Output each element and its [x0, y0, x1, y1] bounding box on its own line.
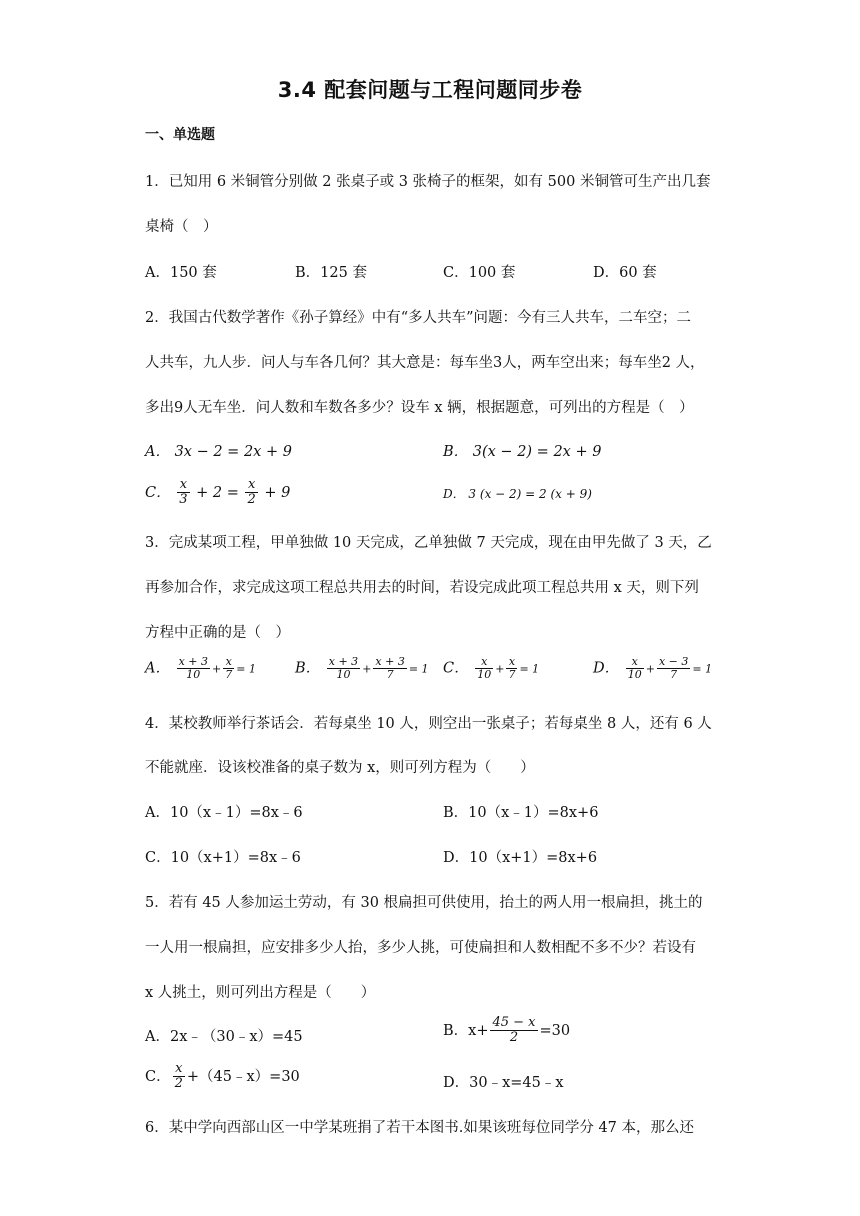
q2-option-b: B． 3(x − 2) = 2x + 9: [443, 444, 602, 460]
q2-stem-line1: 2．我国古代数学著作《孙子算经》中有“多人共车”问题：今有三人共车，二车空；二: [145, 310, 692, 326]
q2-option-a: A． 3x − 2 = 2x + 9: [145, 444, 292, 460]
frac-numerator: x: [245, 478, 257, 493]
q1-stem-line2: 桌椅（ ）: [145, 219, 218, 235]
q5-option-d: D．30﹣x=45﹣x: [443, 1075, 564, 1091]
q3-option-c-fraction2: [506, 656, 517, 681]
frac-numerator: x + 3: [375, 655, 405, 668]
q3-option-b-fraction1: [327, 656, 360, 681]
q3-option-a: [145, 656, 256, 681]
q3-stem-line1: 3．完成某项工程，甲单独做 10 天完成，乙单独做 7 天完成，现在由甲先做了 3 天，乙: [145, 535, 712, 551]
frac-denominator: 3: [179, 492, 188, 508]
q5-option-b-label: B．x+: [443, 1022, 489, 1039]
frac-denominator: 7: [670, 668, 678, 682]
q3-option-d-fraction1: [626, 656, 644, 681]
frac-numerator: x − 3: [658, 655, 689, 668]
section-heading: 一、单选题: [145, 127, 215, 143]
q4-option-d: D．10（x+1）=8x+6: [443, 850, 598, 866]
q3-option-c: [443, 656, 539, 681]
frac-numerator: x: [173, 1062, 185, 1077]
q5-option-c-fraction: [173, 1062, 185, 1092]
q2-option-d: D． 3 (x − 2) = 2 (x + 9): [443, 487, 592, 501]
q1-option-a: A．150 套: [145, 265, 217, 281]
q6-stem-line1: 6．某中学向西部山区一中学某班捐了若干本图书.如果该班每位同学分 47 本，那么还: [145, 1120, 695, 1136]
operator: +: [645, 662, 655, 676]
q3-option-a-label: A．: [145, 660, 170, 677]
frac-denominator: 2: [247, 492, 256, 508]
equals-one: = 1: [692, 662, 713, 676]
q2-option-c-fraction2: [245, 478, 257, 508]
q3-option-d: [593, 656, 712, 681]
q3-option-b-label: B．: [295, 660, 321, 677]
frac-denominator: 2: [509, 1030, 519, 1046]
frac-denominator: 7: [225, 668, 233, 682]
q2-option-c: [145, 478, 290, 508]
q4-option-b: B．10（x﹣1）=8x+6: [443, 805, 599, 821]
q5-option-c-label: C．: [145, 1068, 171, 1085]
frac-denominator: 10: [477, 668, 492, 682]
q1-option-b: B．125 套: [295, 265, 367, 281]
q2-option-c-label: C．: [145, 484, 171, 501]
q2-option-c-mid: + 2 =: [196, 484, 239, 501]
q1-option-c: C．100 套: [443, 265, 516, 281]
q4-option-a: A．10（x﹣1）=8x﹣6: [145, 805, 303, 821]
q5-option-a: A．2x﹣（30﹣x）=45: [145, 1029, 303, 1045]
q3-option-c-label: C．: [443, 660, 469, 677]
q3-stem-line2: 再参加合作，求完成这项工程总共用去的时间，若设完成此项工程总共用 x 天，则下列: [145, 580, 699, 596]
q3-option-c-fraction1: [475, 656, 493, 681]
q3-stem-line3: 方程中正确的是（ ）: [145, 625, 290, 641]
q2-stem-line2: 人共车，九人步．问人与车各几何？其大意是：每车坐3人，两车空出来；每车坐2 人，: [145, 355, 705, 371]
frac-numerator: x: [506, 656, 517, 669]
equals-one: = 1: [519, 662, 540, 676]
frac-numerator: x: [177, 478, 189, 493]
frac-denominator: 10: [186, 668, 201, 682]
frac-numerator: x: [475, 656, 493, 669]
equals-one: = 1: [408, 662, 429, 676]
q3-option-d-label: D．: [593, 660, 620, 677]
q2-option-c-end: + 9: [264, 484, 291, 501]
q3-option-d-fraction2: [657, 656, 690, 681]
frac-numerator: x + 3: [178, 655, 209, 668]
q4-stem-line1: 4．某校教师举行茶话会．若每桌坐 10 人，则空出一张桌子；若每桌坐 8 人，还有 6 人: [145, 716, 712, 732]
q5-option-b-fraction: [490, 1016, 537, 1046]
frac-numerator: x + 3: [328, 655, 359, 668]
frac-denominator: 10: [336, 668, 351, 682]
q5-option-b: [443, 1016, 570, 1046]
q1-option-d: D．60 套: [593, 265, 657, 281]
q2-stem-line3: 多出9人无车坐．问人数和车数各多少？设车 x 辆，根据题意，可列出的方程是（ ）: [145, 400, 694, 416]
frac-denominator: 7: [508, 668, 516, 682]
q4-stem-line2: 不能就座．设该校准备的桌子数为 x，则可列方程为（ ）: [145, 760, 535, 776]
q5-option-b-end: =30: [539, 1022, 571, 1039]
q1-stem-line1: 1．已知用 6 米铜管分别做 2 张桌子或 3 张椅子的框架，如有 500 米铜管可生产出几套: [145, 174, 711, 190]
frac-numerator: x: [626, 656, 644, 669]
q4-option-c: C．10（x+1）=8x﹣6: [145, 850, 301, 866]
frac-denominator: 2: [174, 1076, 183, 1092]
q5-option-c-end: +（45﹣x）=30: [186, 1068, 300, 1085]
q5-stem-line1: 5．若有 45 人参加运土劳动，有 30 根扁担可供使用，抬土的两人用一根扁担，挑土的: [145, 895, 703, 911]
q3-option-b-fraction2: [373, 656, 406, 681]
operator: +: [362, 662, 372, 676]
q5-stem-line3: x 人挑土，则可列出方程是（ ）: [145, 985, 376, 1001]
q5-stem-line2: 一人用一根扁担，应安排多少人抬，多少人挑，可使扁担和人数相配不多不少？若设有: [145, 940, 696, 956]
q5-option-c: [145, 1062, 300, 1092]
q3-option-b: [295, 656, 429, 681]
frac-denominator: 10: [627, 668, 642, 682]
page-title: 3.4 配套问题与工程问题同步卷: [277, 78, 583, 102]
operator: +: [495, 662, 505, 676]
operator: +: [212, 662, 222, 676]
q3-option-a-fraction2: [223, 656, 234, 681]
q2-option-c-fraction1: [177, 478, 189, 508]
frac-denominator: 7: [386, 668, 394, 682]
q3-option-a-fraction1: [177, 656, 210, 681]
frac-numerator: 45 − x: [492, 1015, 536, 1030]
frac-numerator: x: [223, 656, 234, 669]
equals-one: = 1: [236, 662, 256, 676]
